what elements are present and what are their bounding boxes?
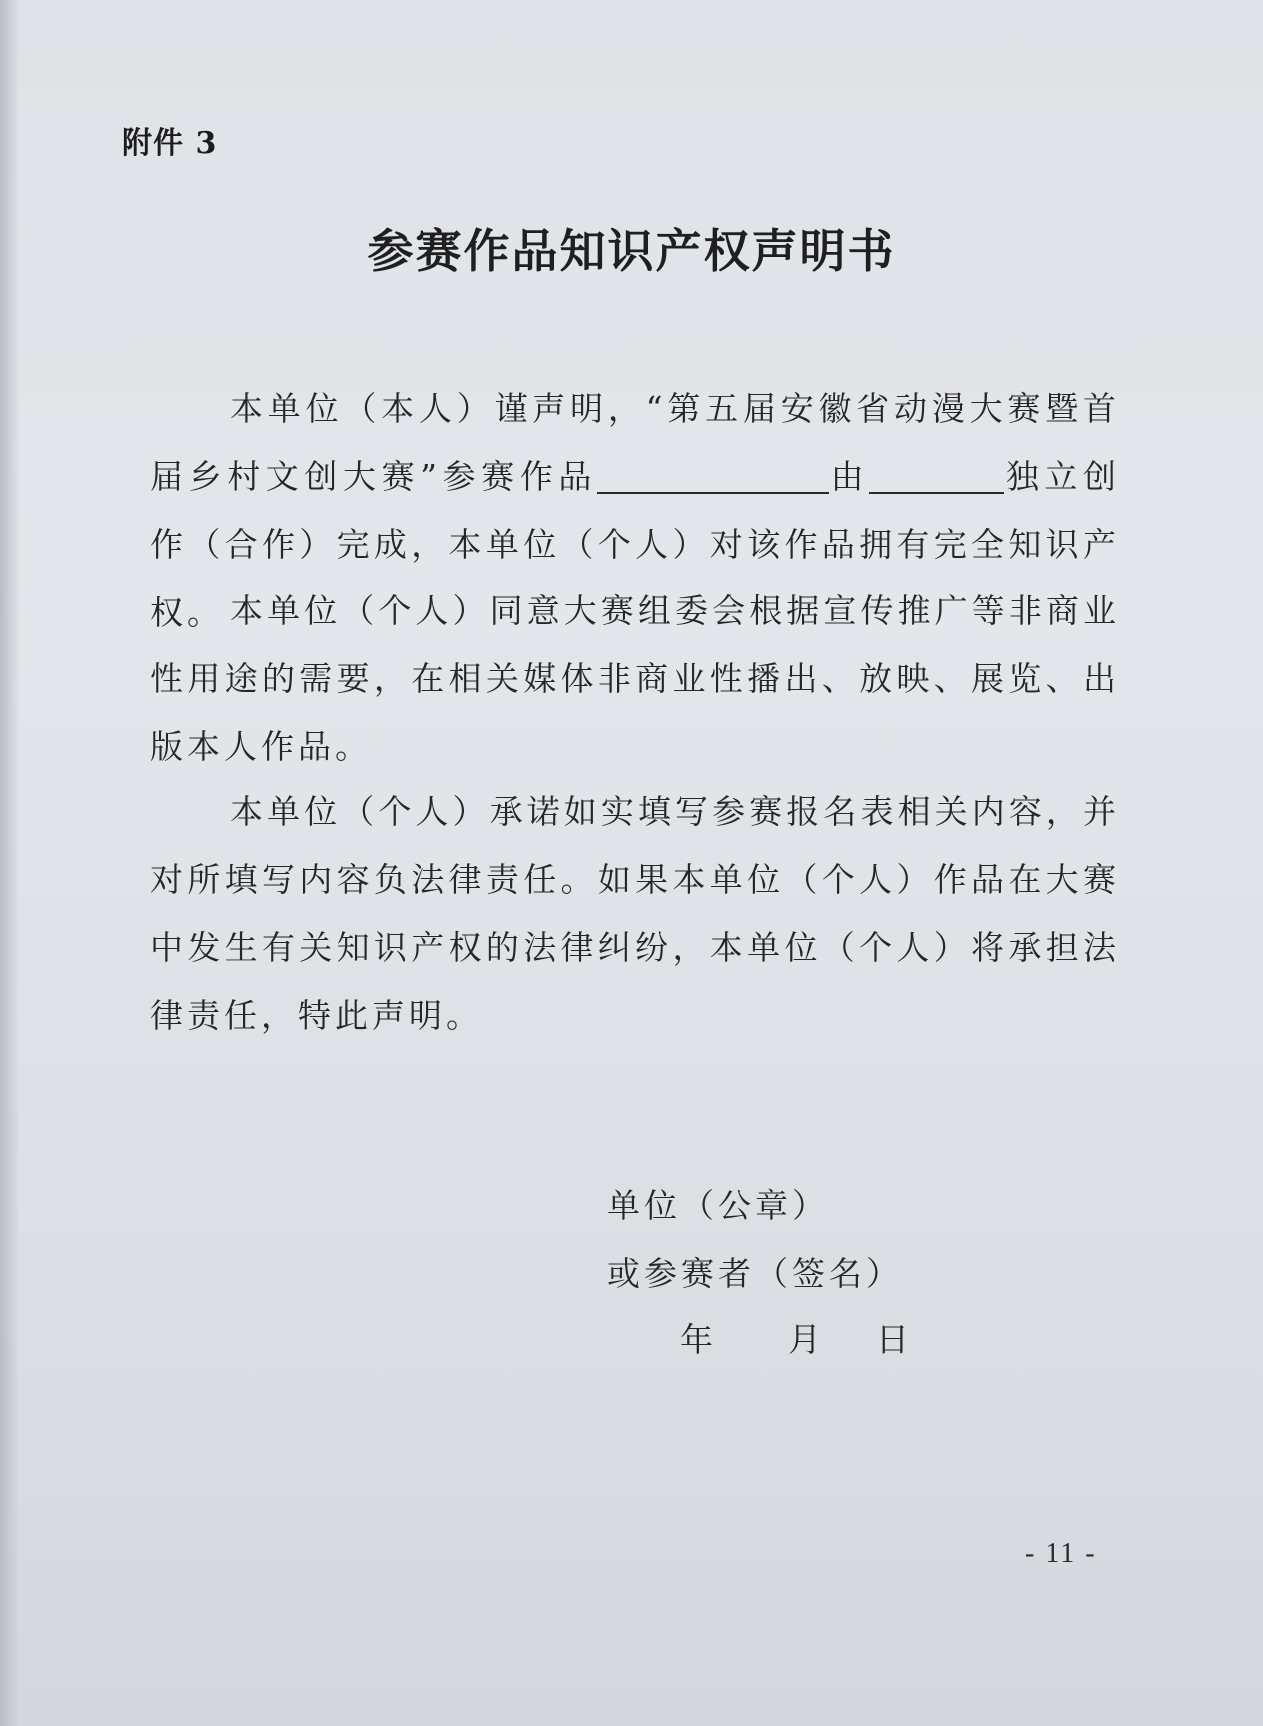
document-title: 参赛作品知识产权声明书 [367, 224, 896, 278]
paragraph-text: 本单位（本人）谨声明，“第五届安徽省动漫大赛暨首届乡村文创大赛”参赛作品 [150, 389, 1120, 496]
date-day-label: 日 [876, 1320, 909, 1359]
attachment-label: 附件 3 [122, 126, 218, 161]
unit-seal-label: 单位（公章） [607, 1186, 829, 1225]
paragraph-commitment: 本单位（个人）承诺如实填写参赛报名表相关内容，并对所填写内容负法律责任。如果本单位（个人）作品在大赛中发生有关知识产权的法律纠纷，本单位（个人）将承担法律责任，特此声明。 [150, 792, 1120, 1035]
page-number: - 11 - [1025, 1538, 1097, 1569]
work-name-blank [597, 454, 829, 494]
date-month-label: 月 [788, 1320, 821, 1359]
author-name-blank [869, 454, 1004, 494]
paragraph-consent: 本单位（个人）同意大赛组委会根据宣传推广等非商业性用途的需要，在相关媒体非商业性播出、放映、展览、出版本人作品。 [150, 591, 1120, 766]
date-year-label: 年 [680, 1320, 713, 1359]
date-line [680, 1314, 920, 1359]
paragraph-text: 独立创作（合作）完成，本单位（个人）对该作品拥有完全知识产权。 [150, 457, 1121, 632]
participant-signature-label: 或参赛者（签名） [607, 1254, 903, 1293]
paragraph-text: 由 [829, 457, 870, 496]
